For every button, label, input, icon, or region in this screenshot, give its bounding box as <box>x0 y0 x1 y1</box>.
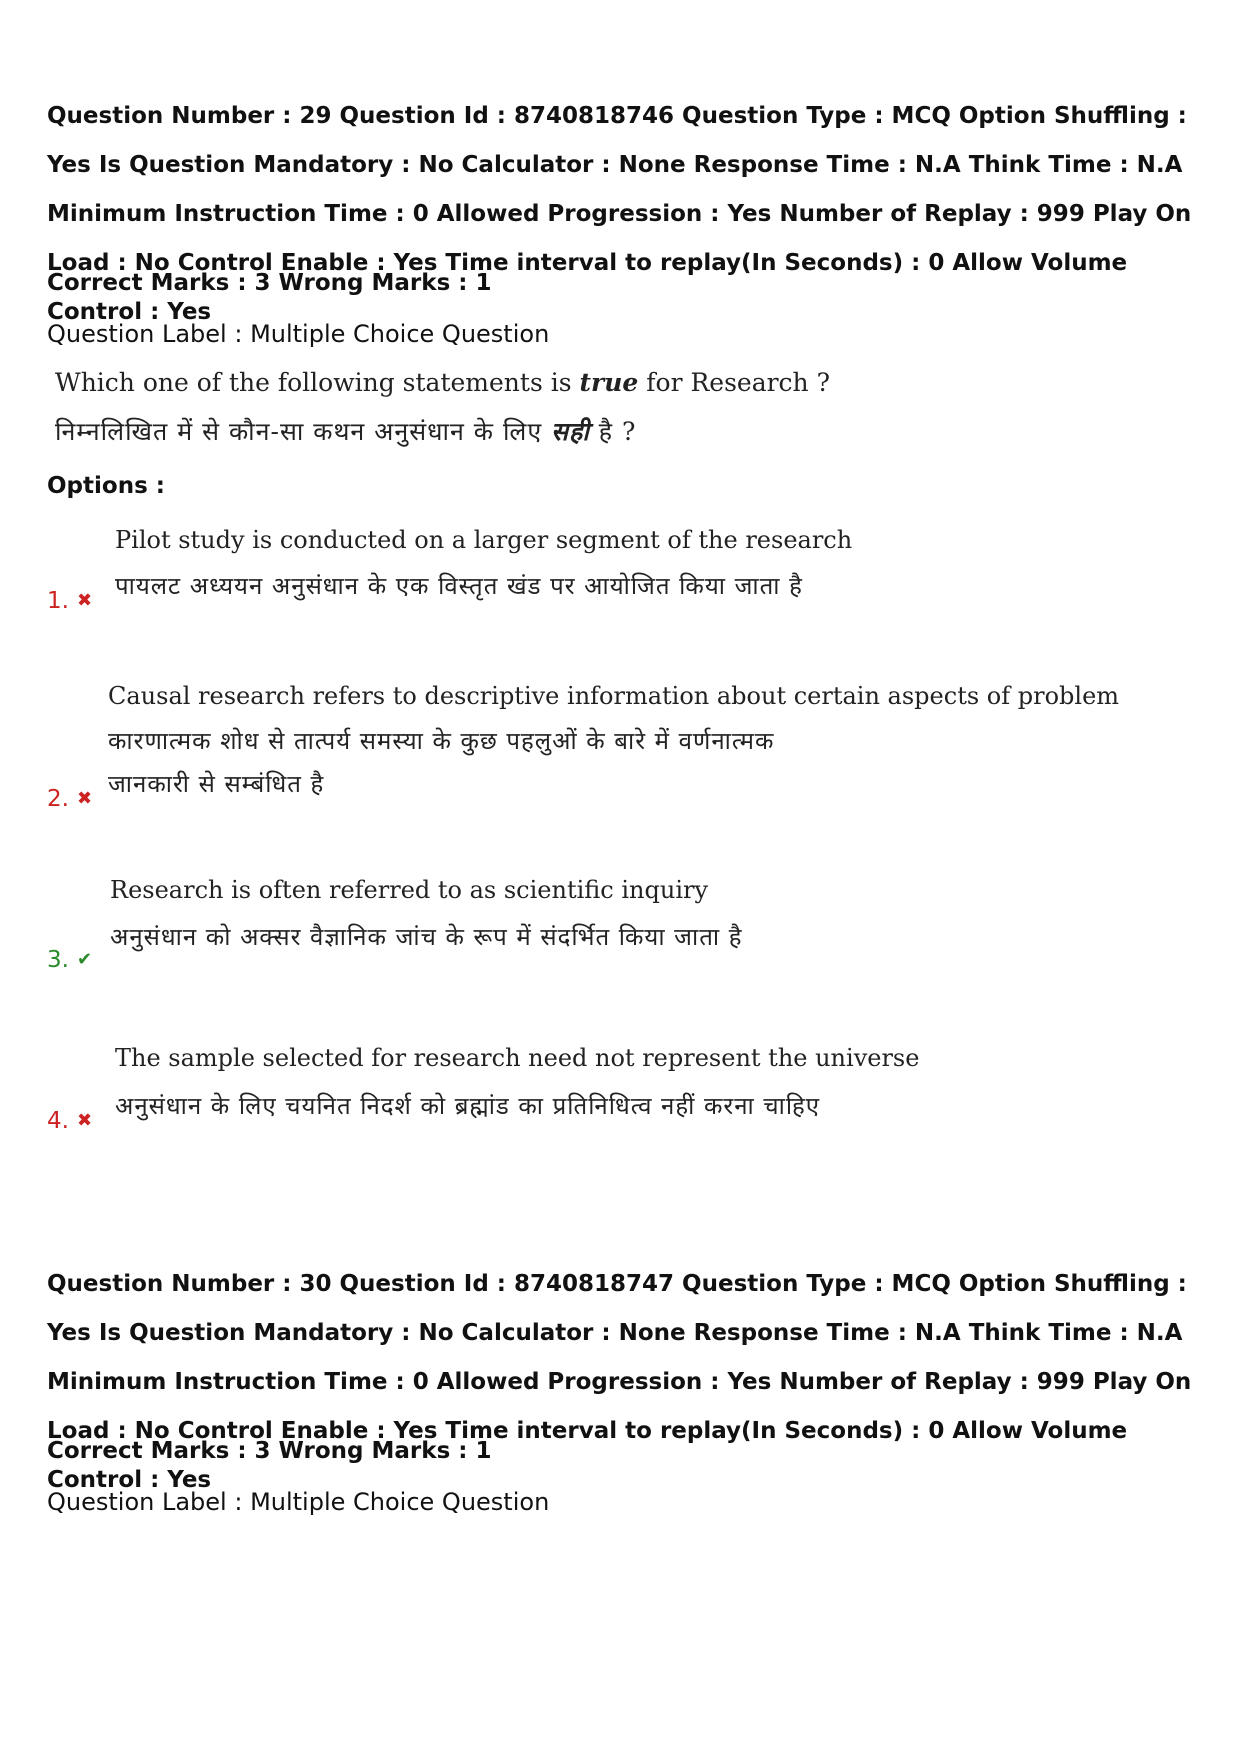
question-29-meta: Question Number : 29 Question Id : 8740818746 Question Type : MCQ Option Shuffling : Yes Is Question Mandatory : No Calculator : None Response Time : N.A Think Time : N.A Minimum Instruction Time : 0 Allowed Progression : Yes Number of Replay : 999 Play On Load : No Control Enable : Yes Time interval to replay(In Seconds) : 0 Allow Volume Control : Yes <box>47 103 1192 325</box>
option-4-text-en: The sample selected for research need not represent the universe <box>115 1044 920 1072</box>
option-1-number[interactable] <box>47 588 92 614</box>
option-1-text-en: Pilot study is conducted on a larger segment of the research <box>115 526 853 554</box>
question-30-marks: Correct Marks : 3 Wrong Marks : 1 <box>47 1438 492 1464</box>
question-29-text-hi <box>55 414 636 448</box>
question-29-label: Question Label : Multiple Choice Question <box>47 320 550 348</box>
option-number-label: 1. <box>47 588 69 614</box>
question-29-text-en <box>55 368 830 397</box>
question-emphasis: सही <box>551 417 590 446</box>
option-4-number[interactable] <box>47 1108 92 1134</box>
question-30-meta: Question Number : 30 Question Id : 8740818747 Question Type : MCQ Option Shuffling : Yes Is Question Mandatory : No Calculator : None Response Time : N.A Think Time : N.A Minimum Instruction Time : 0 Allowed Progression : Yes Number of Replay : 999 Play On Load : No Control Enable : Yes Time interval to replay(In Seconds) : 0 Allow Volume Control : Yes <box>47 1271 1192 1493</box>
question-text-part: निम्नलिखित में से कौन-सा कथन अनुसंधान के लिए <box>55 417 552 446</box>
check-icon: ✔ <box>76 949 93 970</box>
cross-icon: ✖ <box>76 590 93 611</box>
question-text-part: Which one of the following statements is <box>55 368 580 397</box>
option-2-text-en: Causal research refers to descriptive information about certain aspects of problem <box>108 682 1120 710</box>
option-1-text-hi: पायलट अध्ययन अनुसंधान के एक विस्तृत खंड पर आयोजित किया जाता है <box>115 572 803 600</box>
option-number-label: 2. <box>47 786 69 812</box>
option-4-text-hi: अनुसंधान के लिए चयनित निदर्श को ब्रह्मांड का प्रतिनिधित्व नहीं करना चाहिए <box>115 1092 821 1120</box>
option-2-number[interactable] <box>47 786 92 812</box>
cross-icon: ✖ <box>76 1110 93 1131</box>
option-3-number[interactable] <box>47 947 92 973</box>
option-3-text-en: Research is often referred to as scientific inquiry <box>110 876 709 904</box>
question-text-part: for Research ? <box>638 368 831 397</box>
question-30-label: Question Label : Multiple Choice Question <box>47 1488 550 1516</box>
option-2-text-hi-line2: जानकारी से सम्बंधित है <box>108 770 325 798</box>
question-emphasis: true <box>579 368 639 397</box>
question-29-marks: Correct Marks : 3 Wrong Marks : 1 <box>47 270 492 296</box>
option-3-text-hi: अनुसंधान को अक्सर वैज्ञानिक जांच के रूप में संदर्भित किया जाता है <box>110 923 743 951</box>
option-2-text-hi-line1: कारणात्मक शोध से तात्पर्य समस्या के कुछ पहलुओं के बारे में वर्णनात्मक <box>108 727 775 755</box>
option-number-label: 4. <box>47 1108 69 1134</box>
option-number-label: 3. <box>47 947 69 973</box>
question-text-part: है ? <box>589 417 637 446</box>
options-title: Options : <box>47 473 165 499</box>
cross-icon: ✖ <box>76 788 93 809</box>
